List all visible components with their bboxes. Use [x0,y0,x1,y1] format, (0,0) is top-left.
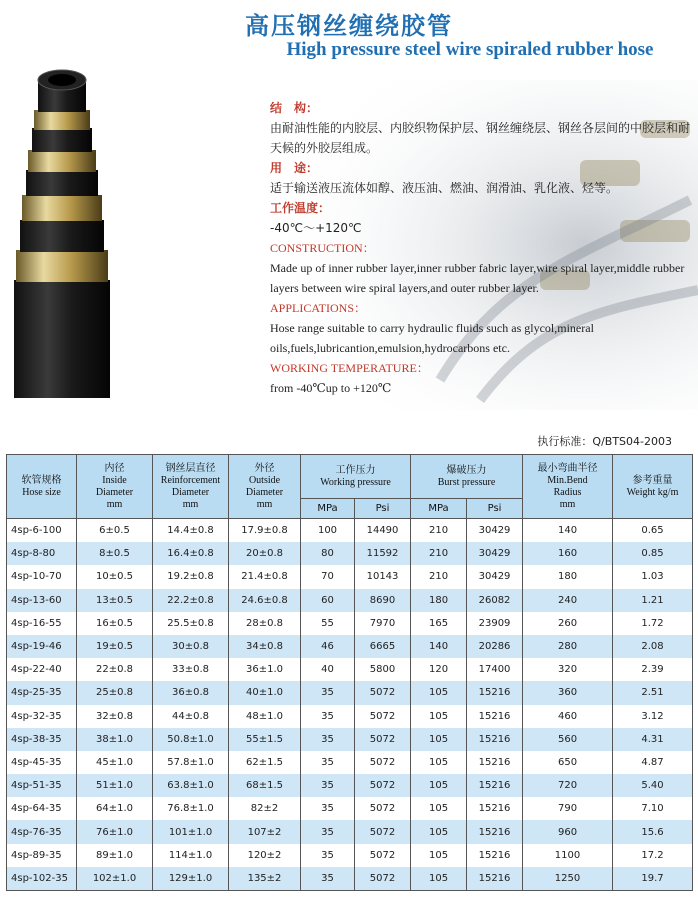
table-cell: 35 [301,751,355,774]
table-cell: 35 [301,820,355,843]
table-cell: 105 [411,751,467,774]
table-cell: 55±1.5 [229,728,301,751]
page-title-cn: 高压钢丝缠绕胶管 [245,12,453,40]
table-cell: 4sp-45-35 [7,751,77,774]
table-row [7,820,693,843]
table-cell: 320 [523,658,613,681]
table-cell: 50.8±1.0 [153,728,229,751]
table-cell: 57.8±1.0 [153,751,229,774]
table-cell: 25.5±0.8 [153,612,229,635]
table-cell: 4sp-38-35 [7,728,77,751]
table-cell: 15216 [467,705,523,728]
table-cell: 140 [523,519,613,543]
table-cell: 16.4±0.8 [153,542,229,565]
table-cell: 120±2 [229,844,301,867]
structure-text-cn: 由耐油性能的内胶层、内胶织物保护层、钢丝缠绕层、钢丝各层间的中胶层和耐天候的外胶层组成。 [270,121,691,155]
table-cell: 5072 [355,820,411,843]
table-cell: 80 [301,542,355,565]
table-cell: 76±1.0 [77,820,153,843]
table-cell: 280 [523,635,613,658]
table-cell: 0.65 [613,519,693,543]
table-cell: 11592 [355,542,411,565]
table-cell: 4sp-8-80 [7,542,77,565]
table-row [7,705,693,728]
table-cell: 25±0.8 [77,681,153,704]
hose-product-image [10,60,120,400]
table-cell: 17400 [467,658,523,681]
table-cell: 38±1.0 [77,728,153,751]
table-cell: 5072 [355,774,411,797]
table-cell: 32±0.8 [77,705,153,728]
table-cell: 22±0.8 [77,658,153,681]
table-cell: 240 [523,589,613,612]
table-cell: 720 [523,774,613,797]
table-cell: 1100 [523,844,613,867]
table-cell: 35 [301,681,355,704]
table-cell: 7.10 [613,797,693,820]
header-inside-diameter: 内径 Inside Diameter mm [77,455,153,519]
table-cell: 5.40 [613,774,693,797]
table-cell: 19.7 [613,867,693,891]
table-row [7,681,693,704]
table-cell: 30429 [467,565,523,588]
table-cell: 35 [301,797,355,820]
table-cell: 19±0.5 [77,635,153,658]
table-cell: 13±0.5 [77,589,153,612]
table-cell: 20286 [467,635,523,658]
table-cell: 35 [301,728,355,751]
table-cell: 5072 [355,705,411,728]
table-cell: 4.87 [613,751,693,774]
header-wp-mpa: MPa [301,499,355,519]
table-cell: 17.9±0.8 [229,519,301,543]
table-cell: 4sp-51-35 [7,774,77,797]
table-cell: 180 [523,565,613,588]
table-cell: 15216 [467,751,523,774]
header-bp-psi: Psi [467,499,523,519]
table-cell: 82±2 [229,797,301,820]
table-cell: 114±1.0 [153,844,229,867]
table-cell: 4sp-102-35 [7,867,77,891]
table-cell: 76.8±1.0 [153,797,229,820]
table-cell: 129±1.0 [153,867,229,891]
table-row [7,867,693,891]
table-cell: 360 [523,681,613,704]
table-row [7,658,693,681]
spec-table [6,454,693,891]
table-cell: 650 [523,751,613,774]
table-cell: 7970 [355,612,411,635]
table-cell: 60 [301,589,355,612]
table-cell: 4sp-25-35 [7,681,77,704]
header-weight: 参考重量 Weight kg/m [613,455,693,519]
table-cell: 4sp-64-35 [7,797,77,820]
table-cell: 210 [411,542,467,565]
table-cell: 33±0.8 [153,658,229,681]
table-cell: 64±1.0 [77,797,153,820]
working-temp-text: from -40℃up to +120℃ [270,381,392,395]
table-cell: 10±0.5 [77,565,153,588]
table-cell: 105 [411,774,467,797]
header-hose-size: 软管规格 Hose size [7,455,77,519]
table-row [7,751,693,774]
table-cell: 105 [411,705,467,728]
table-cell: 2.08 [613,635,693,658]
applications-label: APPLICATIONS： [270,301,367,315]
table-cell: 40±1.0 [229,681,301,704]
table-cell: 6±0.5 [77,519,153,543]
table-cell: 105 [411,867,467,891]
construction-label: CONSTRUCTION： [270,241,375,255]
table-cell: 20±0.8 [229,542,301,565]
table-cell: 30±0.8 [153,635,229,658]
table-cell: 960 [523,820,613,843]
table-cell: 15216 [467,820,523,843]
table-cell: 105 [411,728,467,751]
table-cell: 55 [301,612,355,635]
table-cell: 4sp-6-100 [7,519,77,543]
table-cell: 24.6±0.8 [229,589,301,612]
table-cell: 15216 [467,867,523,891]
table-cell: 4sp-89-35 [7,844,77,867]
table-cell: 120 [411,658,467,681]
table-cell: 4sp-13-60 [7,589,77,612]
table-cell: 30429 [467,542,523,565]
table-row [7,728,693,751]
table-cell: 4sp-10-70 [7,565,77,588]
table-cell: 35 [301,844,355,867]
table-row [7,542,693,565]
table-cell: 36±0.8 [153,681,229,704]
table-cell: 160 [523,542,613,565]
table-cell: 5072 [355,797,411,820]
table-cell: 23909 [467,612,523,635]
table-cell: 140 [411,635,467,658]
table-cell: 70 [301,565,355,588]
table-cell: 5072 [355,867,411,891]
table-cell: 101±1.0 [153,820,229,843]
table-cell: 14490 [355,519,411,543]
table-cell: 35 [301,867,355,891]
table-cell: 46 [301,635,355,658]
table-cell: 17.2 [613,844,693,867]
table-cell: 560 [523,728,613,751]
table-cell: 4sp-76-35 [7,820,77,843]
table-row [7,612,693,635]
header-min-bend-radius: 最小弯曲半径 Min.Bend Radius mm [523,455,613,519]
table-cell: 260 [523,612,613,635]
table-cell: 1.72 [613,612,693,635]
page-title-en: High pressure steel wire spiraled rubber hose [286,39,654,60]
table-cell: 15216 [467,728,523,751]
temp-label-cn: 工作温度： [270,201,331,215]
table-cell: 100 [301,519,355,543]
table-cell: 102±1.0 [77,867,153,891]
table-row [7,589,693,612]
table-cell: 36±1.0 [229,658,301,681]
table-cell: 14.4±0.8 [153,519,229,543]
table-cell: 30429 [467,519,523,543]
structure-label-cn: 结 构： [270,101,319,115]
table-cell: 1.03 [613,565,693,588]
table-cell: 210 [411,565,467,588]
table-cell: 63.8±1.0 [153,774,229,797]
use-text-cn: 适于输送液压流体如醇、液压油、燃油、润滑油、乳化液、烃等。 [270,181,619,195]
table-cell: 180 [411,589,467,612]
table-cell: 19.2±0.8 [153,565,229,588]
header-wp-psi: Psi [355,499,411,519]
table-cell: 2.39 [613,658,693,681]
table-cell: 44±0.8 [153,705,229,728]
table-cell: 5072 [355,844,411,867]
table-cell: 89±1.0 [77,844,153,867]
table-cell: 5072 [355,751,411,774]
table-cell: 15216 [467,681,523,704]
table-cell: 8±0.5 [77,542,153,565]
table-cell: 210 [411,519,467,543]
table-row [7,774,693,797]
table-cell: 460 [523,705,613,728]
table-cell: 1250 [523,867,613,891]
table-cell: 790 [523,797,613,820]
table-cell: 48±1.0 [229,705,301,728]
table-cell: 4sp-16-55 [7,612,77,635]
table-cell: 35 [301,774,355,797]
use-label-cn: 用 途： [270,161,319,175]
table-cell: 135±2 [229,867,301,891]
table-cell: 1.21 [613,589,693,612]
table-cell: 40 [301,658,355,681]
table-cell: 45±1.0 [77,751,153,774]
table-cell: 35 [301,705,355,728]
table-cell: 15216 [467,774,523,797]
table-cell: 105 [411,797,467,820]
table-row [7,519,693,543]
table-cell: 4.31 [613,728,693,751]
table-cell: 5072 [355,681,411,704]
table-row [7,844,693,867]
table-cell: 105 [411,820,467,843]
header-reinforcement-diameter: 钢丝层直径 Reinforcement Diameter mm [153,455,229,519]
table-cell: 4sp-19-46 [7,635,77,658]
table-cell: 15216 [467,797,523,820]
table-cell: 4sp-32-35 [7,705,77,728]
temp-text-cn: -40℃～+120℃ [270,221,362,235]
table-cell: 26082 [467,589,523,612]
standard-note: 执行标准：Q/BTS04-2003 [537,435,672,448]
table-cell: 34±0.8 [229,635,301,658]
table-cell: 62±1.5 [229,751,301,774]
table-cell: 107±2 [229,820,301,843]
table-cell: 15.6 [613,820,693,843]
table-row [7,635,693,658]
table-cell: 105 [411,844,467,867]
spec-table-body [7,519,693,891]
table-cell: 105 [411,681,467,704]
table-cell: 3.12 [613,705,693,728]
product-description [270,98,690,398]
table-cell: 15216 [467,844,523,867]
table-cell: 0.85 [613,542,693,565]
table-cell: 165 [411,612,467,635]
working-temp-label: WORKING TEMPERATURE： [270,361,429,375]
table-cell: 51±1.0 [77,774,153,797]
header-outside-diameter: 外径 Outside Diameter mm [229,455,301,519]
table-row [7,565,693,588]
header-burst-pressure: 爆破压力 Burst pressure [411,455,523,499]
table-cell: 28±0.8 [229,612,301,635]
table-cell: 16±0.5 [77,612,153,635]
table-cell: 4sp-22-40 [7,658,77,681]
table-cell: 68±1.5 [229,774,301,797]
header-working-pressure: 工作压力 Working pressure [301,455,411,499]
construction-text: Made up of inner rubber layer,inner rubber fabric layer,wire spiral layer,middle rubber layers between wire spiral layers,and outer rubber layer. [270,261,685,295]
table-cell: 2.51 [613,681,693,704]
table-cell: 21.4±0.8 [229,565,301,588]
header-bp-mpa: MPa [411,499,467,519]
table-cell: 5800 [355,658,411,681]
table-cell: 10143 [355,565,411,588]
table-cell: 5072 [355,728,411,751]
applications-text: Hose range suitable to carry hydraulic fluids such as glycol,mineral oils,fuels,lubricantion,emulsion,hydrocarbons etc. [270,321,594,355]
table-cell: 6665 [355,635,411,658]
table-row [7,797,693,820]
table-cell: 8690 [355,589,411,612]
table-cell: 22.2±0.8 [153,589,229,612]
